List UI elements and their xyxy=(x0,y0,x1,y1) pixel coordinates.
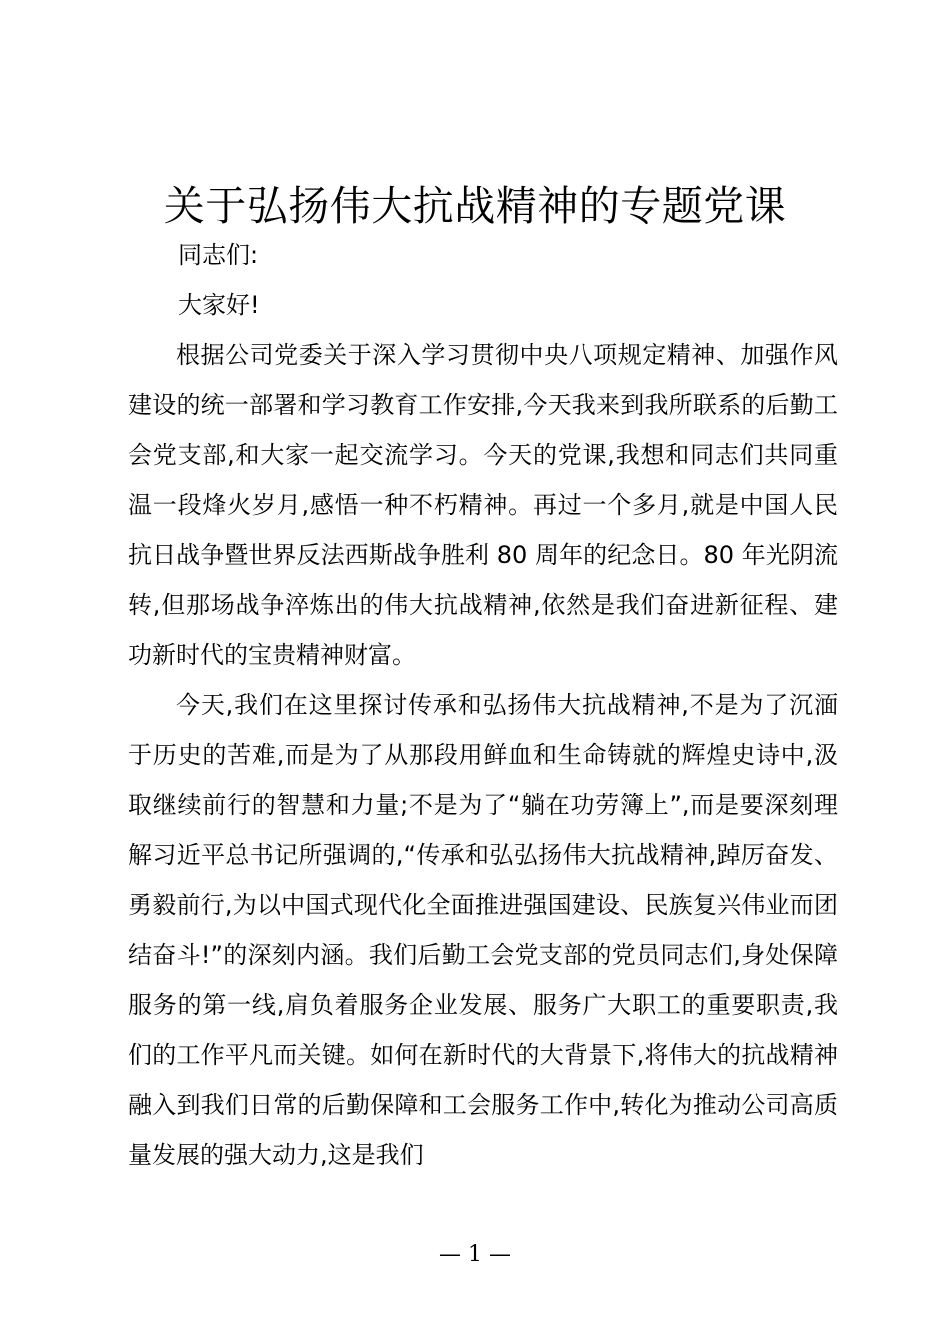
page-number: — 1 — xyxy=(439,1242,511,1267)
document-title: 关于弘扬伟大抗战精神的专题党课 xyxy=(163,182,787,230)
salutation-comrades: 同志们: xyxy=(178,241,259,269)
paragraph-1: 根据公司党委关于深入学习贯彻中央八项规定精神、加强作风建设的统一部署和学习教育工作安排,今天我来到我所联系的后勤工会党支部,和大家一起交流学习。今天的党课,我想和同志们共同重温一段烽火岁月,感悟一种不朽精神。再过一个多月,就是中国人民抗日战争暨世界反法西斯战争胜利 80 周年的纪念日。80 年光阴流转,但那场战争淬炼出的伟大抗战精神,依然是我们奋进新征程、建功新时代的宝贵精神财富。 xyxy=(128,341,838,669)
paragraph-2: 今天,我们在这里探讨传承和弘扬伟大抗战精神,不是为了沉湎于历史的苦难,而是为了从那段用鲜血和生命铸就的辉煌史诗中,汲取继续前行的智慧和力量;不是为了“躺在功劳簿上”,而是要深刻理解习近平总书记所强调的,“传承和弘弘扬伟大抗战精神,踔厉奋发、勇毅前行,为以中国式现代化全面推进强国建设、民族复兴伟业而团结奋斗!”的深刻内涵。我们后勤工会党支部的党员同志们,身处保障服务的第一线,肩负着服务企业发展、服务广大职工的重要职责,我们的工作平凡而关键。如何在新时代的大背景下,将伟大的抗战精神融入到我们日常的后勤保障和工会服务工作中,转化为推动公司高质量发展的强大动力,这是我们 xyxy=(128,691,838,1169)
document-body xyxy=(128,230,838,1180)
salutation-greeting: 大家好! xyxy=(178,291,260,319)
